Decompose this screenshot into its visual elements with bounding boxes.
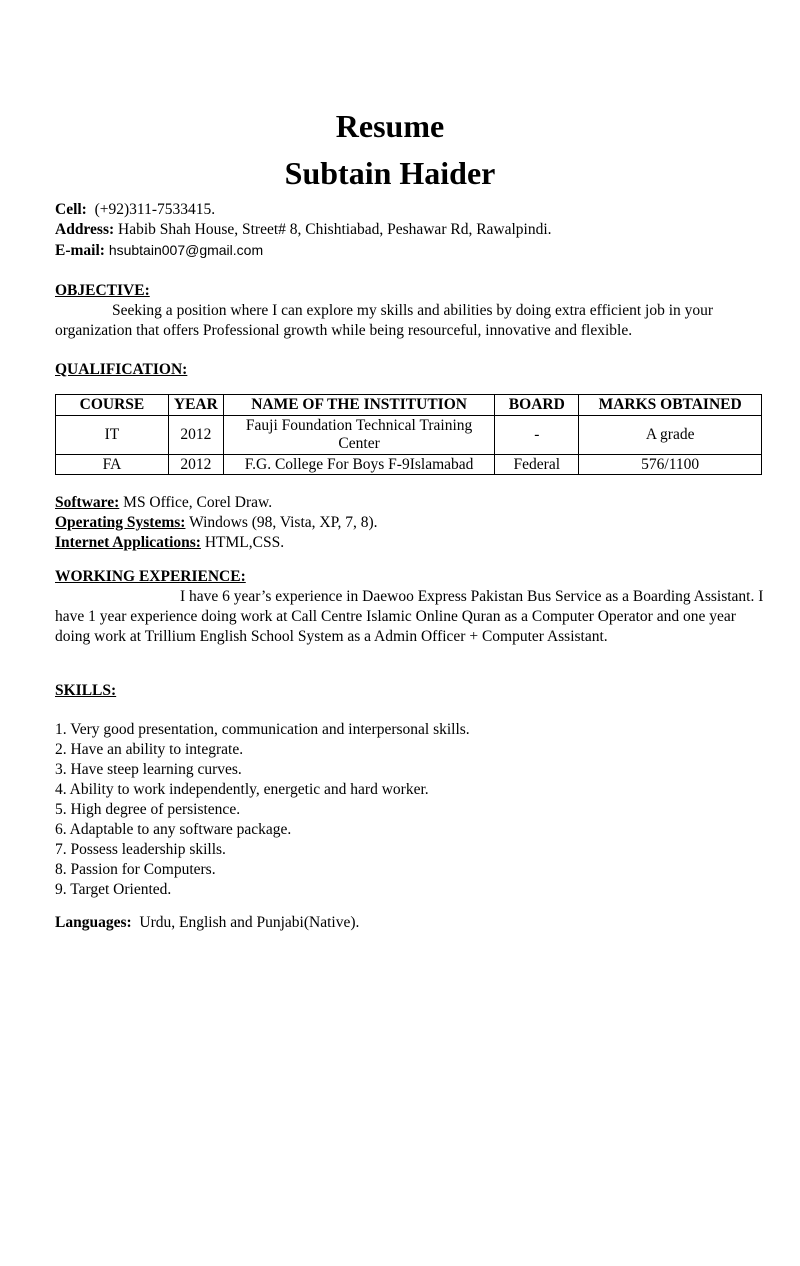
os-label: Operating Systems: [55,514,186,531]
table-cell: Federal [495,455,579,475]
table-cell: - [495,416,579,455]
column-header: NAME OF THE INSTITUTION [223,395,494,416]
address-line [55,220,765,240]
table-cell: F.G. College For Boys F-9Islamabad [223,455,494,475]
email-line [55,240,765,261]
software-line [55,493,765,513]
table-cell: 2012 [168,416,223,455]
os-value: Windows (98, Vista, XP, 7, 8). [189,514,378,531]
list-item: 7. Possess leadership skills. [55,841,226,858]
table-header-row [56,395,762,416]
email-label: E-mail: [55,242,105,259]
objective-heading: OBJECTIVE: [55,282,150,299]
qualification-table [55,394,762,475]
table-cell: 2012 [168,455,223,475]
languages-value: Urdu, English and Punjabi(Native). [139,914,360,931]
cell-label: Cell: [55,201,87,218]
table-cell: IT [56,416,169,455]
internet-value: HTML,CSS. [204,534,285,551]
address-value: Habib Shah House, Street# 8, Chishtiabad, Peshawar Rd, Rawalpindi. [118,221,552,238]
objective-text: Seeking a position where I can explore my skills and abilities by doing extra efficient job in your organization that offers Professional growth while being resourceful, innovative and flexible. [55,302,714,339]
experience-heading: WORKING EXPERIENCE: [55,568,246,585]
table-row [56,416,762,455]
table-cell: FA [56,455,169,475]
column-header: MARKS OBTAINED [579,395,762,416]
software-value: MS Office, Corel Draw. [123,494,273,511]
internet-line [55,533,765,553]
skills-list [55,720,765,900]
column-header: COURSE [56,395,169,416]
skills-heading: SKILLS: [55,682,117,699]
list-item: 9. Target Oriented. [55,881,172,898]
internet-label: Internet Applications: [55,534,201,551]
software-label: Software: [55,494,120,511]
list-item: 1. Very good presentation, communication and interpersonal skills. [55,721,470,738]
column-header: YEAR [168,395,223,416]
cell-line [55,200,765,220]
list-item: 2. Have an ability to integrate. [55,741,244,758]
table-cell: 576/1100 [579,455,762,475]
email-value: hsubtain007@gmail.com [108,242,264,258]
table-row [56,455,762,475]
cell-value: (+92)311-7533415. [94,201,216,218]
table-cell: A grade [579,416,762,455]
list-item: 3. Have steep learning curves. [55,761,242,778]
languages-line [55,913,765,933]
experience-text: I have 6 year’s experience in Daewoo Express Pakistan Bus Service as a Boarding Assistant. I have 1 year experience doing work at Call Centre Islamic Online Quran as a Computer Operator and one year doing work at Trillium English School System as a Admin Officer + Computer Assistant. [55,588,764,645]
languages-label: Languages: [55,914,132,931]
qualification-heading: QUALIFICATION: [55,361,188,378]
os-line [55,513,765,533]
address-label: Address: [55,221,115,238]
column-header: BOARD [495,395,579,416]
table-cell: Fauji Foundation Technical Training Center [223,416,494,455]
person-name: Subtain Haider [284,155,496,191]
list-item: 4. Ability to work independently, energetic and hard worker. [55,781,429,798]
list-item: 8. Passion for Computers. [55,861,216,878]
document-title: Resume [335,108,445,144]
list-item: 5. High degree of persistence. [55,801,241,818]
list-item: 6. Adaptable to any software package. [55,821,292,838]
